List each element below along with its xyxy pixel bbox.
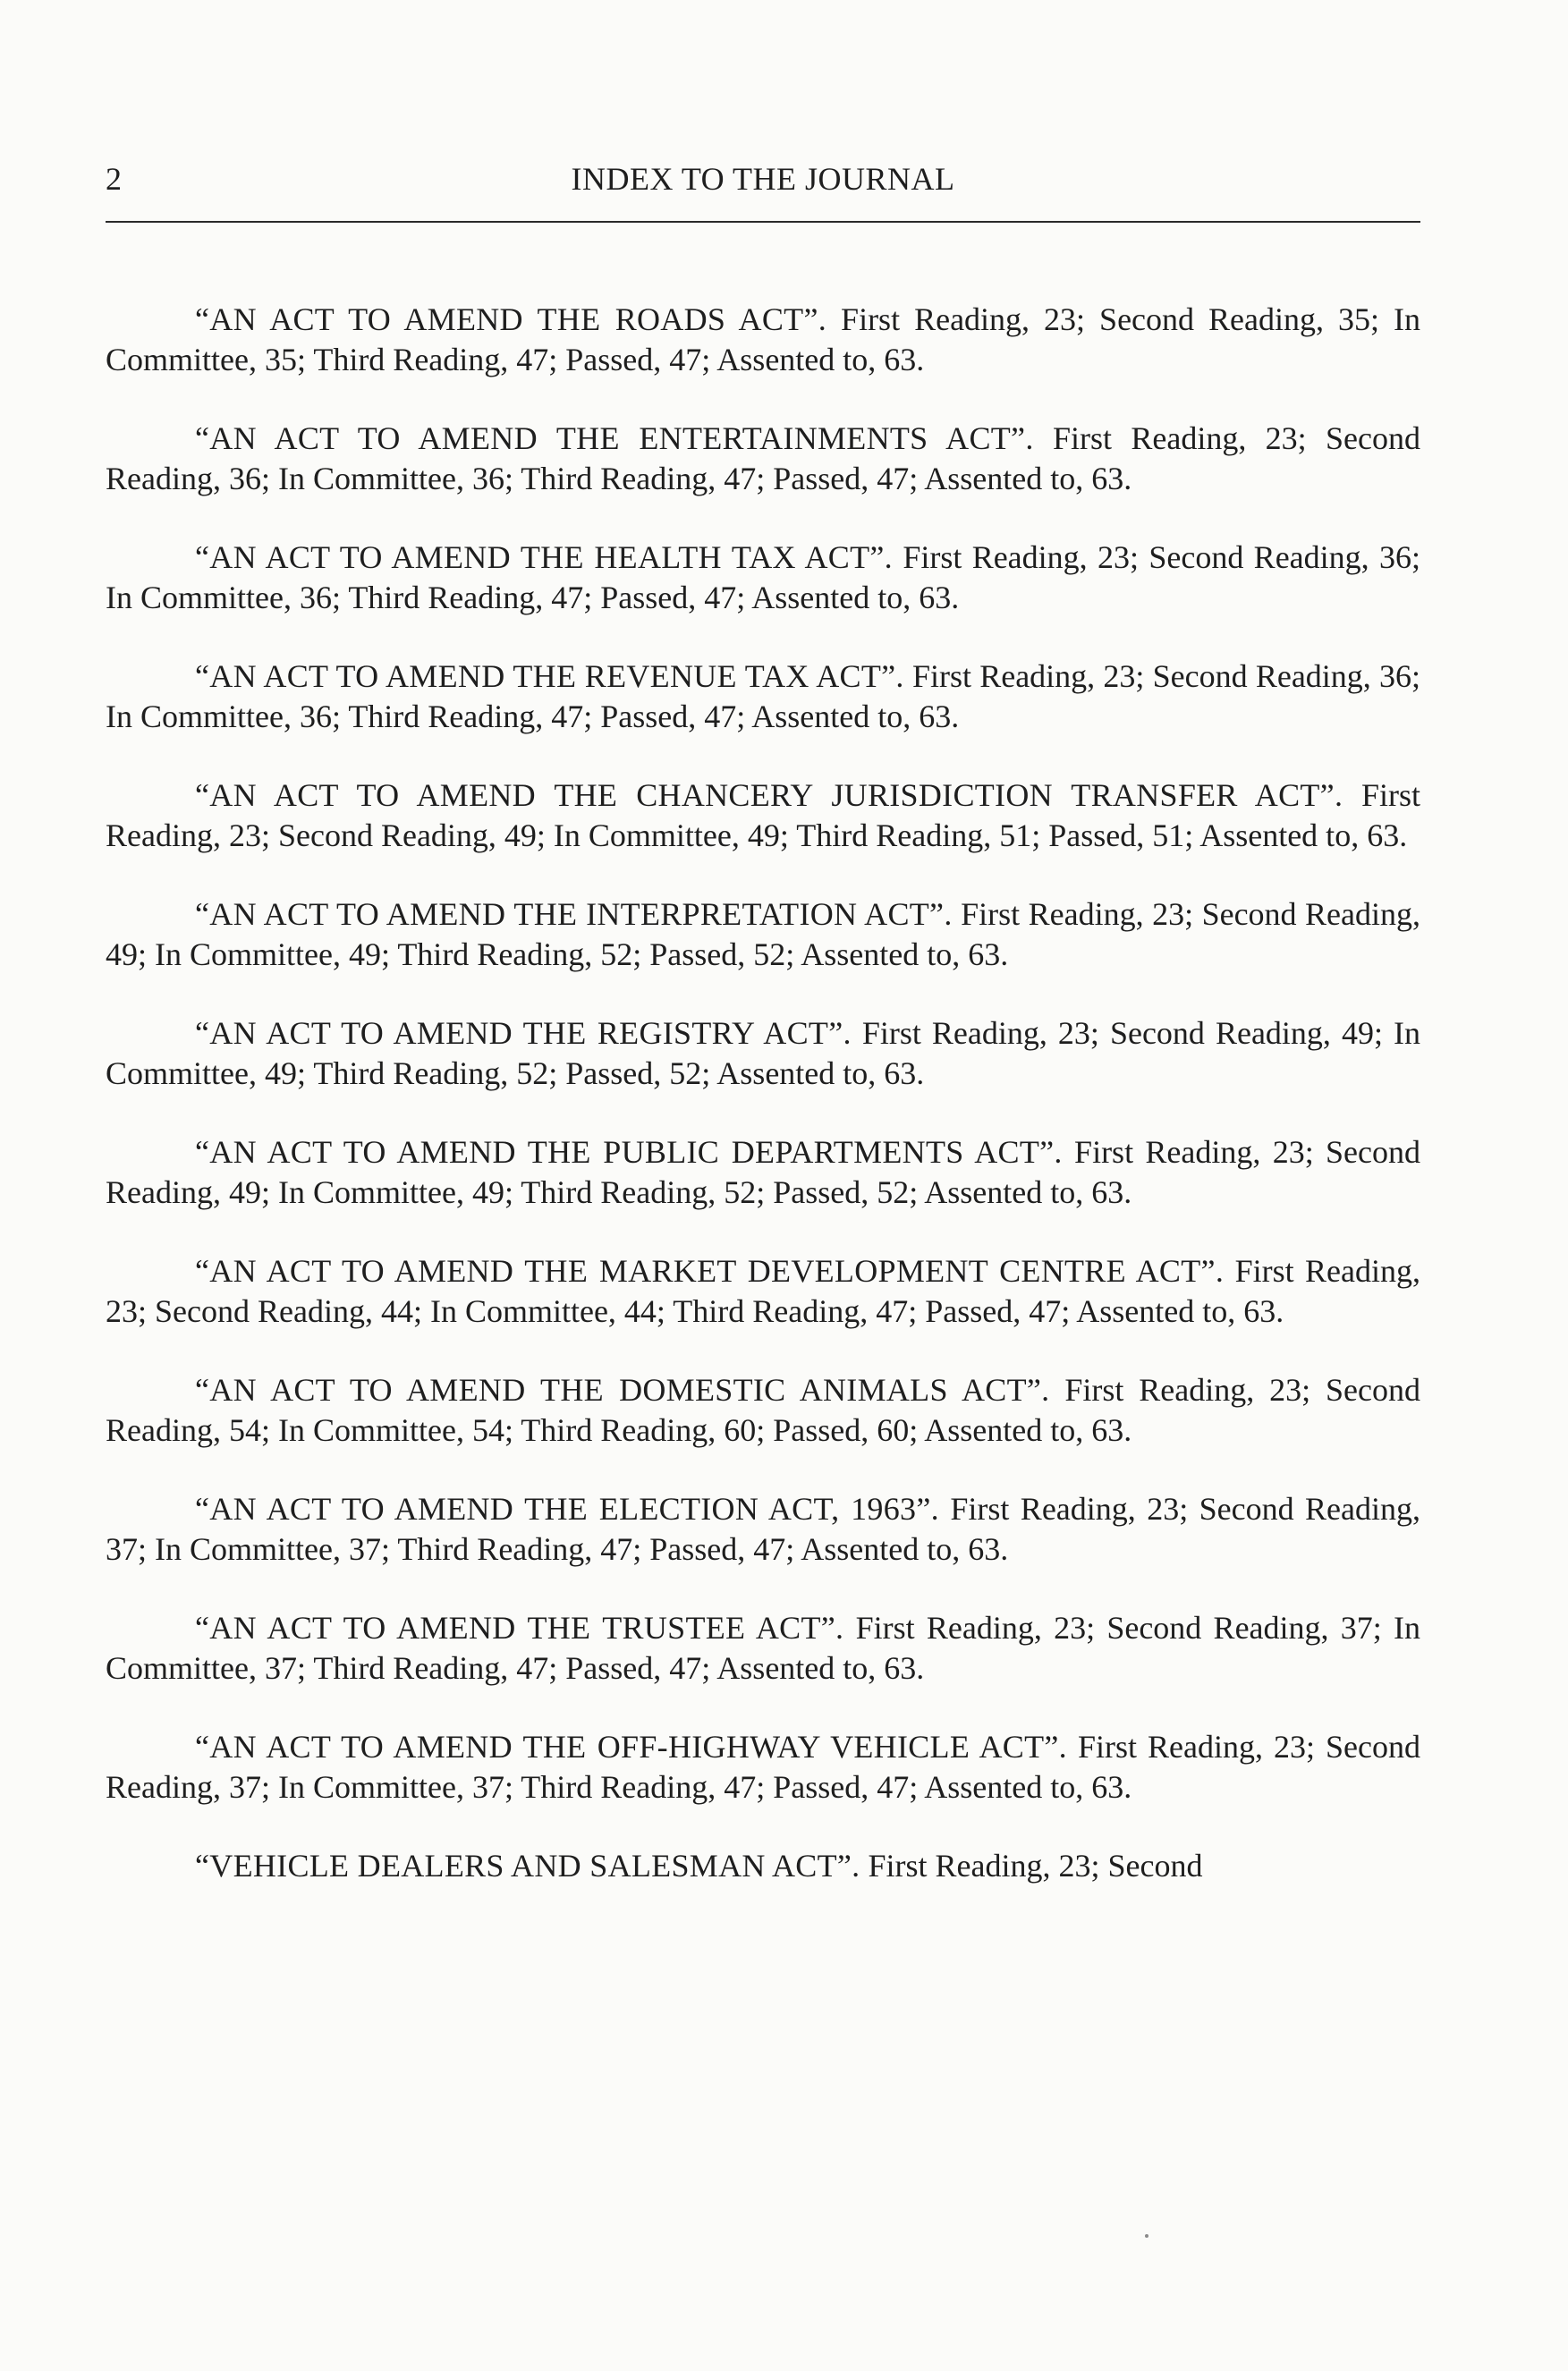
index-entry — [106, 1727, 1420, 1808]
index-entry — [106, 300, 1420, 380]
act-title: “AN ACT TO AMEND THE PUBLIC DEPARTMENTS ACT”. — [195, 1134, 1063, 1170]
act-title: “AN ACT TO AMEND THE ROADS ACT”. — [195, 301, 827, 337]
act-title: “AN ACT TO AMEND THE CHANCERY JURISDICTION TRANSFER ACT”. — [195, 777, 1343, 813]
index-entry — [106, 538, 1420, 618]
header-divider — [106, 221, 1420, 223]
act-readings: First Reading, 23; Second Reading, 54; In Committee, 54; Third Reading, 60; Passed, 60; Assented to, 63. — [106, 1372, 1421, 1448]
act-title: “AN ACT TO AMEND THE TRUSTEE ACT”. — [195, 1610, 844, 1646]
act-readings: First Reading, 23; Second Reading, 49; In Committee, 49; Third Reading, 52; Passed, 52; Assented to, 63. — [106, 1015, 1421, 1091]
index-entry — [106, 775, 1420, 856]
act-readings: First Reading, 23; Second Reading, 36; In Committee, 36; Third Reading, 47; Passed, 47; Assented to, 63. — [106, 420, 1420, 496]
print-speck — [1145, 2234, 1148, 2238]
index-entry — [106, 1370, 1420, 1451]
page-title: INDEX TO THE JOURNAL — [571, 161, 955, 197]
act-readings: First Reading, 23; Second Reading, 37; In Committee, 37; Third Reading, 47; Passed, 47; Assented to, 63. — [106, 1491, 1421, 1567]
act-title: “AN ACT TO AMEND THE INTERPRETATION ACT”. — [195, 896, 953, 932]
index-entry — [106, 1132, 1420, 1213]
act-readings: First Reading, 23; Second Reading, 36; In Committee, 36; Third Reading, 47; Passed, 47; Assented to, 63. — [106, 539, 1420, 615]
act-title: “AN ACT TO AMEND THE OFF-HIGHWAY VEHICLE ACT”. — [195, 1729, 1067, 1765]
index-entry — [106, 894, 1420, 975]
act-title: “AN ACT TO AMEND THE REGISTRY ACT”. — [195, 1015, 852, 1051]
act-readings: First Reading, 23; Second Reading, 36; In Committee, 36; Third Reading, 47; Passed, 47; Assented to, 63. — [106, 658, 1421, 734]
act-title: “AN ACT TO AMEND THE ENTERTAINMENTS ACT”. — [195, 420, 1034, 456]
act-title: “AN ACT TO AMEND THE MARKET DEVELOPMENT CENTRE ACT”. — [195, 1253, 1225, 1289]
act-title: “VEHICLE DEALERS AND SALESMAN ACT”. — [195, 1848, 860, 1884]
act-title: “AN ACT TO AMEND THE DOMESTIC ANIMALS ACT”. — [195, 1372, 1050, 1408]
act-readings: First Reading, 23; Second Reading, 35; In Committee, 35; Third Reading, 47; Passed, 47; Assented to, 63. — [106, 301, 1421, 377]
act-title: “AN ACT TO AMEND THE HEALTH TAX ACT”. — [195, 539, 893, 575]
act-readings: First Reading, 23; Second Reading, 49; In Committee, 49; Third Reading, 51; Passed, 51; Assented to, 63. — [106, 777, 1421, 853]
act-readings: First Reading, 23; Second Reading, 37; In Committee, 37; Third Reading, 47; Passed, 47; Assented to, 63. — [106, 1729, 1421, 1805]
act-title: “AN ACT TO AMEND THE ELECTION ACT, 1963”. — [195, 1491, 939, 1527]
index-entry — [106, 1489, 1420, 1570]
index-entry — [106, 1013, 1420, 1094]
index-entry — [106, 656, 1420, 737]
index-entry — [106, 419, 1420, 499]
act-readings: First Reading, 23; Second — [868, 1848, 1203, 1884]
act-readings: First Reading, 23; Second Reading, 44; In Committee, 44; Third Reading, 47; Passed, 47; Assented to, 63. — [106, 1253, 1420, 1329]
act-readings: First Reading, 23; Second Reading, 37; In Committee, 37; Third Reading, 47; Passed, 47; Assented to, 63. — [106, 1610, 1421, 1686]
index-entry — [106, 1251, 1420, 1332]
act-readings: First Reading, 23; Second Reading, 49; In Committee, 49; Third Reading, 52; Passed, 52; Assented to, 63. — [106, 1134, 1420, 1210]
act-readings: First Reading, 23; Second Reading, 49; In Committee, 49; Third Reading, 52; Passed, 52; Assented to, 63. — [106, 896, 1420, 972]
act-title: “AN ACT TO AMEND THE REVENUE TAX ACT”. — [195, 658, 904, 694]
index-entry — [106, 1846, 1420, 1886]
page-number: 2 — [106, 161, 122, 197]
index-entries — [106, 300, 1420, 1925]
index-entry — [106, 1608, 1420, 1689]
running-head — [106, 157, 1420, 201]
